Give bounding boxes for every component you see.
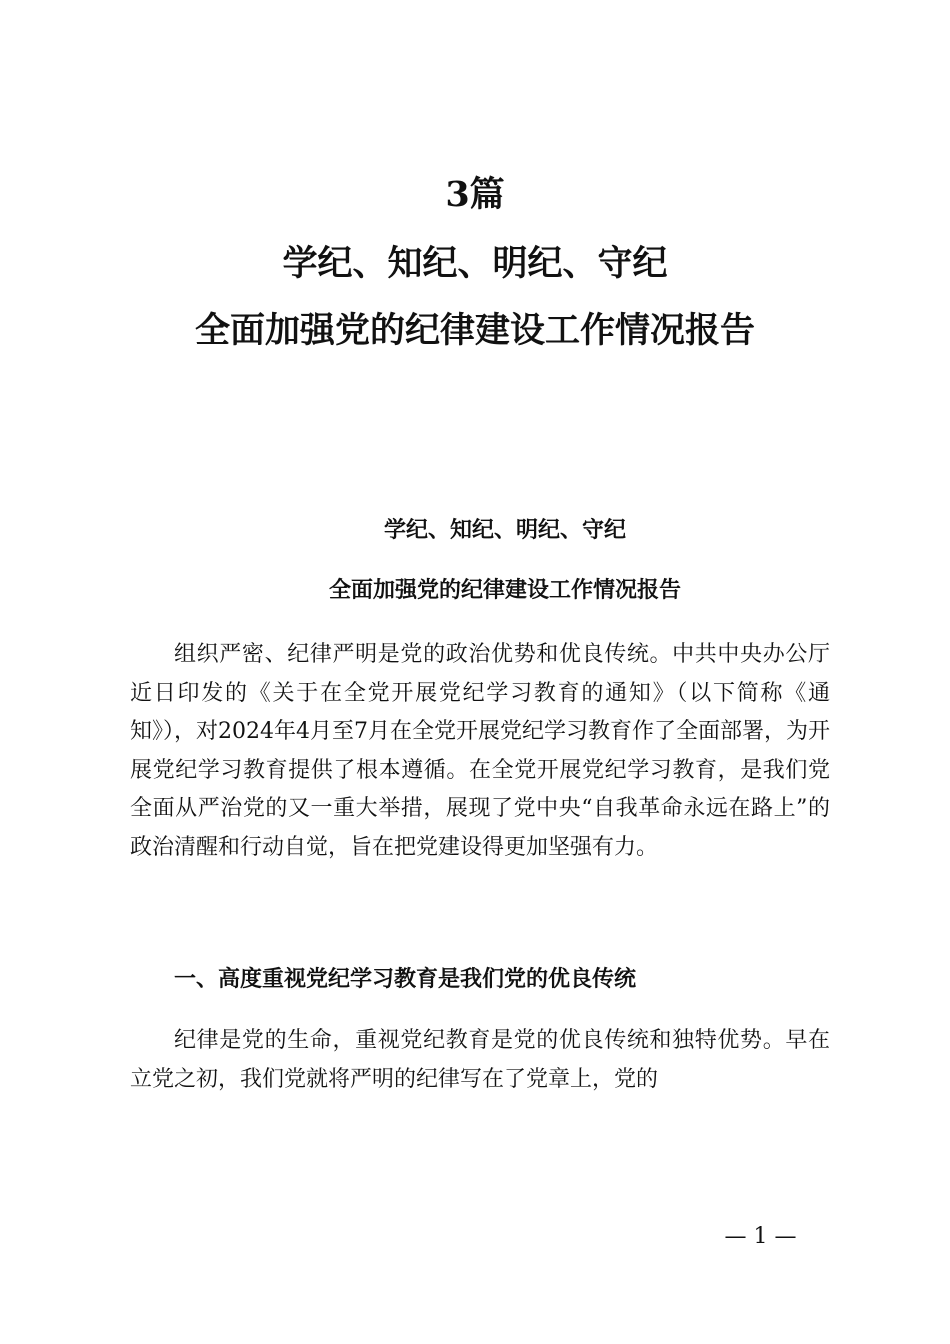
article-title: 学纪、知纪、明纪、守纪	[383, 517, 626, 543]
cover-title-count: 3篇	[445, 174, 505, 215]
body-paragraph: 纪律是党的生命，重视党纪教育是党的优良传统和独特优势。早在立党之初，我们党就将严明的纪律写在了党章上，党的	[130, 1028, 830, 1092]
cover-title-line: 全面加强党的纪律建设工作情况报告	[194, 310, 755, 351]
article-subtitle: 全面加强党的纪律建设工作情况报告	[328, 577, 681, 603]
cover-title-line: 学纪、知纪、明纪、守纪	[282, 243, 668, 284]
section-heading: 一、高度重视党纪学习教育是我们党的优良传统	[174, 967, 637, 992]
body-paragraph: 组织严密、纪律严明是党的政治优势和优良传统。中共中央办公厅近日印发的《关于在全党开展党纪学习教育的通知》（以下简称《通知》），对2024年4月至7月在全党开展党纪学习教育作了全面部署，为开展党纪学习教育提供了根本遵循。在全党开展党纪学习教育，是我们党全面从严治党的又一重大举措，展现了党中央“自我革命永远在路上”的政治清醒和行动自觉，旨在把党建设得更加坚强有力。	[130, 642, 830, 860]
page-number: — 1 —	[724, 1224, 797, 1249]
